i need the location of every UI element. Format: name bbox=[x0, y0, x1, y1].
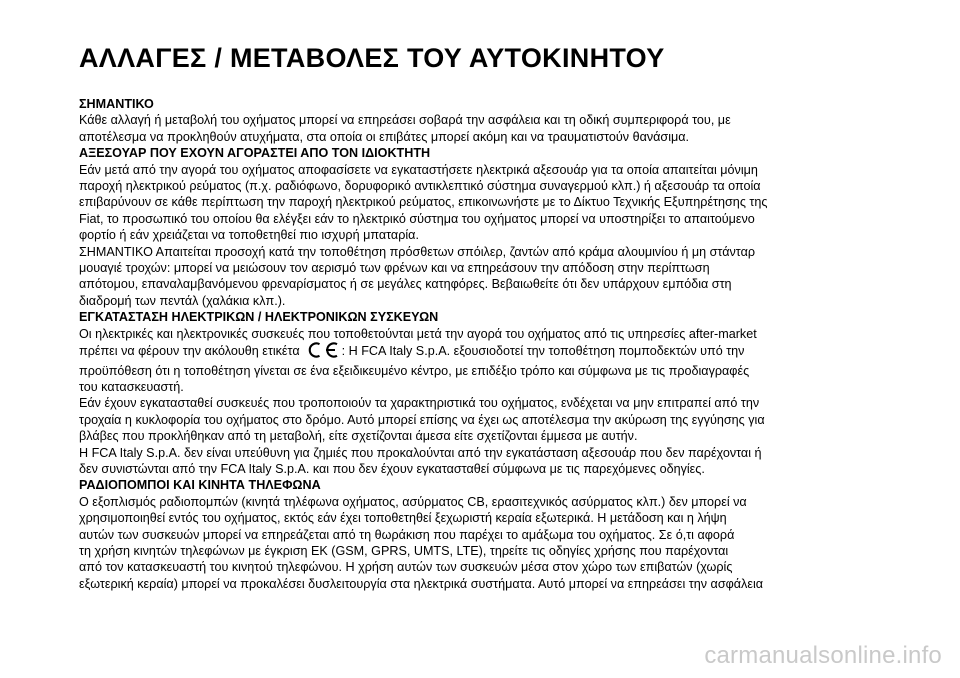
paragraph-line: τροχαία η κυκλοφορία του οχήματος στο δρόμο. Αυτό μπορεί επίσης να έχει ως αποτέλεσμα την ακύρωση της εγγύησης για bbox=[79, 412, 765, 427]
ce-mark-icon bbox=[304, 342, 340, 362]
paragraph-line: φορτίο ή εάν χρειάζεται να τοποθετηθεί πιο ισχυρή μπαταρία. bbox=[79, 228, 419, 243]
paragraph-text: πρέπει να φέρουν την ακόλουθη ετικέτα bbox=[79, 344, 300, 359]
paragraph-line: Εάν μετά από την αγορά του οχήματος αποφασίσετε να εγκαταστήσετε ηλεκτρικά αξεσουάρ για τα οποία απαιτείται μόνιμη bbox=[79, 162, 758, 177]
paragraph-line: τη χρήση κινητών τηλεφώνων με έγκριση ΕΚ (GSM, GPRS, UMTS, LTE), τηρείτε τις οδηγίες χρήσης που παρέχονται bbox=[79, 543, 729, 558]
paragraph-line: μουαγιέ τροχών: μπορεί να μειώσουν τον αερισμό των φρένων και να επηρεάσουν την απόδοση στην περίπτωση bbox=[79, 261, 710, 276]
paragraph-line: αποτέλεσμα να προκληθούν ατυχήματα, στα οποία οι επιβάτες μπορεί ακόμη και να τραυματιστούν θανάσιμα. bbox=[79, 129, 690, 144]
page-title: ΑΛΛΑΓΕΣ / ΜΕΤΑΒΟΛΕΣ ΤΟΥ ΑΥΤΟΚΙΝΗΤΟΥ bbox=[79, 43, 665, 73]
watermark: carmanualsonline.info bbox=[704, 642, 942, 669]
paragraph-line: Οι ηλεκτρικές και ηλεκτρονικές συσκευές που τοποθετούνται μετά την αγορά του οχήματος από τις υπηρεσίες after-market bbox=[79, 326, 757, 341]
paragraph-line-with-ce-mark bbox=[79, 342, 899, 362]
paragraph-line: προϋπόθεση ότι η τοποθέτηση γίνεται σε ένα εξειδικευμένο κέντρο, με επιδέξιο τρόπο και σύμφωνα με τις προδιαγραφές bbox=[79, 363, 750, 378]
paragraph-line: H FCA Italy S.p.A. δεν είναι υπεύθυνη για ζημιές που προκαλούνται από την εγκατάσταση αξεσουάρ που δεν παρέχονται ή bbox=[79, 445, 762, 460]
paragraph-line: διαδρομή των πεντάλ (χαλάκια κλπ.). bbox=[79, 293, 286, 308]
document-page bbox=[79, 42, 899, 592]
paragraph-line: εξωτερική κεραία) μπορεί να προκαλέσει δυσλειτουργία στα ηλεκτρικά συστήματα. Αυτό μπορεί να επηρεάσει την ασφάλεια bbox=[79, 576, 764, 591]
paragraph-text: : H FCA Italy S.p.A. εξουσιοδοτεί την τοποθέτηση πομποδεκτών υπό την bbox=[341, 344, 745, 359]
paragraph-line: του κατασκευαστή. bbox=[79, 379, 184, 394]
paragraph-line: από τον κατασκευαστή του κινητού τηλεφώνου. Η χρήση αυτών των συσκευών μέσα στον χώρο των επιβατών (χωρίς bbox=[79, 560, 733, 575]
paragraph-line: Fiat, το προσωπικό του οποίου θα ελέγξει εάν το ηλεκτρικό σύστημα του οχήματος μπορεί να υποστηρίξει το απαιτούμενο bbox=[79, 211, 755, 226]
paragraph-line: βλάβες που προκλήθηκαν από τη μεταβολή, είτε σχετίζονται άμεσα είτε σχετίζονται έμμεσα με αυτήν. bbox=[79, 429, 638, 444]
paragraph-line: δεν συνιστώνται από την FCA Italy S.p.A. και που δεν έχουν εγκατασταθεί σύμφωνα με τις παρεχόμενες οδηγίες. bbox=[79, 461, 705, 476]
paragraph-line: απότομου, επαναλαμβανόμενου φρεναρίσματος ή σε μεγάλες κατηφόρες. Βεβαιωθείτε ότι δεν υπάρχουν εμπόδια στη bbox=[79, 277, 732, 292]
paragraph-line: παροχή ηλεκτρικού ρεύματος (π.χ. ραδιόφωνο, δορυφορικό αντικλεπτικό σύστημα συναγερμού κλπ.) ή αξεσουάρ τα οποία bbox=[79, 179, 761, 194]
section-heading-important: ΣΗΜΑΝΤΙΚΟ bbox=[79, 97, 154, 111]
paragraph-line: αυτών των συσκευών μπορεί να επηρεάζεται από τη θωράκιση που παρέχει το αμάξωμα του οχήματος. Σε ό,τι αφορά bbox=[79, 527, 735, 542]
paragraph-line: ΣΗΜΑΝΤΙΚΟ Απαιτείται προσοχή κατά την τοποθέτηση πρόσθετων σπόιλερ, ζαντών από κράμα αλουμινίου ή μη στάνταρ bbox=[79, 244, 756, 259]
paragraph-line: Ο εξοπλισμός ραδιοπομπών (κινητά τηλέφωνα οχήματος, ασύρματος CB, ερασιτεχνικός ασύρματος κλπ.) δεν μπορεί να bbox=[79, 494, 747, 509]
section-heading-accessories: ΑΞΕΣΟΥΑΡ ΠΟΥ ΕΧΟΥΝ ΑΓΟΡΑΣΤΕΙ ΑΠΟ ΤΟΝ ΙΔΙΟΚΤΗΤΗ bbox=[79, 146, 431, 161]
paragraph-line: επιβαρύνουν σε κάθε περίπτωση την παροχή ηλεκτρικού ρεύματος, επικοινωνήστε με το Δίκτυο Τεχνικής Εξυπηρέτησης της bbox=[79, 195, 768, 210]
section-heading-electronics: ΕΓΚΑΤΑΣΤΑΣΗ ΗΛΕΚΤΡΙΚΩΝ / ΗΛΕΚΤΡΟΝΙΚΩΝ ΣΥΣΚΕΥΩΝ bbox=[79, 310, 439, 325]
paragraph-line: Εάν έχουν εγκατασταθεί συσκευές που τροποποιούν τα χαρακτηριστικά του οχήματος, ενδέχεται να μην επιτραπεί από την bbox=[79, 396, 760, 411]
paragraph-line: Κάθε αλλαγή ή μεταβολή του οχήματος μπορεί να επηρεάσει σοβαρά την ασφάλεια και τη οδική συμπεριφορά του, με bbox=[79, 113, 731, 128]
paragraph-line: χρησιμοποιηθεί εντός του οχήματος, εκτός εάν έχει τοποθετηθεί ξεχωριστή κεραία εξωτερικά. Η μετάδοση και η λήψη bbox=[79, 511, 727, 526]
section-heading-radio-transmitters: ΡΑΔΙΟΠΟΜΠΟΙ ΚΑΙ ΚΙΝΗΤΑ ΤΗΛΕΦΩΝΑ bbox=[79, 478, 321, 493]
